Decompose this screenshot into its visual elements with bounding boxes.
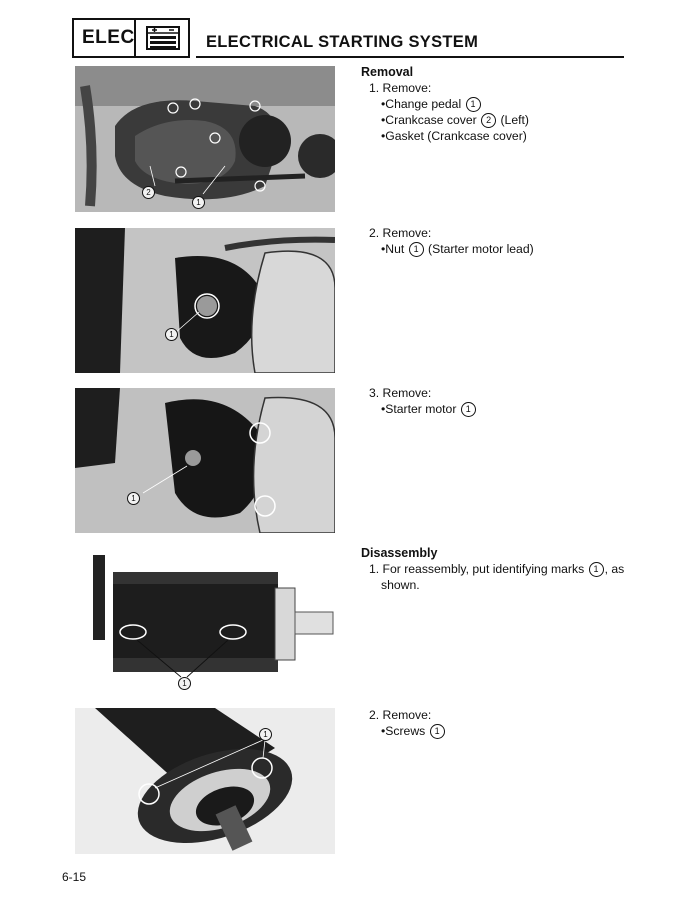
step-label: 1. For reassembly, put identifying marks 1 , as [369,562,625,576]
title-divider [196,56,624,58]
photo-screws [75,708,335,854]
step-label-wrap: shown. [381,578,420,592]
step-label: 2. Remove: [369,226,432,240]
photo-starter-motor [75,388,335,533]
step-label: 2. Remove: [369,708,432,722]
callout-2: 2 [142,186,155,199]
section-code: ELEC [74,20,136,56]
list-item: •Nut 1 (Starter motor lead) [381,242,534,256]
step-label: 1. Remove: [369,81,432,95]
list-item: •Screws 1 [361,723,446,739]
callout-1: 1 [259,728,272,741]
list-item: •Gasket (Crankcase cover) [381,129,527,143]
disassembly-step-1 [361,545,624,593]
page-number: 6-15 [62,870,87,884]
section-badge [72,18,190,58]
callout-1: 1 [192,196,205,209]
disassembly-heading: Disassembly [361,546,438,560]
removal-heading: Removal [361,65,414,79]
removal-step-2 [361,225,534,257]
callout-1: 1 [127,492,140,505]
step-label: 3. Remove: [369,386,432,400]
callout-1: 1 [165,328,178,341]
battery-icon [146,25,180,51]
page-title: ELECTRICAL STARTING SYSTEM [206,33,479,51]
photo-starter-lead-nut [75,228,335,373]
photo-crankcase-cover [75,66,335,212]
list-item: •Crankcase cover 2 (Left) [381,113,529,127]
callout-1: 1 [178,677,191,690]
removal-step-3 [361,385,477,417]
removal-step-1 [361,64,529,144]
list-item: •Starter motor 1 [361,401,477,417]
photo-identifying-marks [75,550,335,692]
list-item: •Change pedal 1 [361,96,529,112]
disassembly-step-2 [361,707,446,739]
